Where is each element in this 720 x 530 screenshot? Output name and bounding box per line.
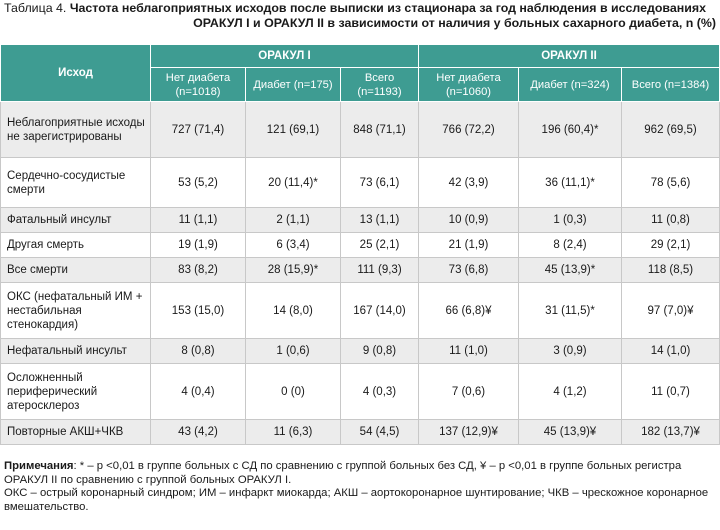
table-cell: 182 (13,7)¥ [622, 420, 720, 445]
caption-line1: Частота неблагоприятных исходов после выписки из стационара за год наблюдения в исследованиях [69, 1, 707, 15]
table-cell: 66 (6,8)¥ [419, 283, 519, 339]
table-cell: 43 (4,2) [151, 420, 246, 445]
table-cell: 4 (0,3) [341, 364, 419, 420]
table-row [1, 158, 720, 208]
row-label: ОКС (нефатальный ИМ + нестабильная стенокардия) [1, 283, 151, 339]
notes-label: Примечания [4, 460, 74, 472]
table-cell: 29 (2,1) [622, 233, 720, 258]
caption-label: Таблица 4. [4, 1, 67, 15]
table-header [1, 45, 720, 102]
table-body [1, 102, 720, 445]
table-cell: 53 (5,2) [151, 158, 246, 208]
subheader: Диабет (n=175) [246, 68, 341, 102]
table-cell: 73 (6,8) [419, 258, 519, 283]
table-cell: 31 (11,5)* [519, 283, 622, 339]
caption-line2: ОРАКУЛ I и ОРАКУЛ II в зависимости от наличия у больных сахарного диабета, n (%) [193, 16, 716, 30]
table-cell: 4 (0,4) [151, 364, 246, 420]
table-cell: 11 (0,7) [622, 364, 720, 420]
table-cell: 2 (1,1) [246, 208, 341, 233]
table-cell: 25 (2,1) [341, 233, 419, 258]
table-notes [4, 460, 716, 514]
row-label: Сердечно-сосудистые смерти [1, 158, 151, 208]
subheader: Всего (n=1193) [341, 68, 419, 102]
table-cell: 137 (12,9)¥ [419, 420, 519, 445]
table-cell: 14 (1,0) [622, 339, 720, 364]
table-row [1, 339, 720, 364]
table-cell: 19 (1,9) [151, 233, 246, 258]
table-cell: 78 (5,6) [622, 158, 720, 208]
table-cell: 45 (13,9)¥ [519, 420, 622, 445]
table-cell: 196 (60,4)* [519, 102, 622, 158]
table-cell: 1 (0,3) [519, 208, 622, 233]
table-row [1, 102, 720, 158]
table-cell: 167 (14,0) [341, 283, 419, 339]
row-label: Фатальный инсульт [1, 208, 151, 233]
table-cell: 4 (1,2) [519, 364, 622, 420]
table-cell: 848 (71,1) [341, 102, 419, 158]
row-label: Неблагоприятные исходы не зарегистрированы [1, 102, 151, 158]
table-cell: 11 (1,1) [151, 208, 246, 233]
table-cell: 7 (0,6) [419, 364, 519, 420]
subheader: Диабет (n=324) [519, 68, 622, 102]
table-row [1, 258, 720, 283]
table-cell: 73 (6,1) [341, 158, 419, 208]
table-cell: 3 (0,9) [519, 339, 622, 364]
table-cell: 8 (0,8) [151, 339, 246, 364]
subheader: Нет диабета (n=1060) [419, 68, 519, 102]
row-label: Другая смерть [1, 233, 151, 258]
table-cell: 727 (71,4) [151, 102, 246, 158]
table-cell: 54 (4,5) [341, 420, 419, 445]
table-cell: 6 (3,4) [246, 233, 341, 258]
table-cell: 45 (13,9)* [519, 258, 622, 283]
group-header-oracul-2: ОРАКУЛ II [419, 45, 720, 68]
subheader: Нет диабета (n=1018) [151, 68, 246, 102]
table-cell: 20 (11,4)* [246, 158, 341, 208]
table-cell: 36 (11,1)* [519, 158, 622, 208]
table-row [1, 233, 720, 258]
table-cell: 97 (7,0)¥ [622, 283, 720, 339]
outcomes-table [0, 44, 720, 445]
table-cell: 118 (8,5) [622, 258, 720, 283]
table-cell: 962 (69,5) [622, 102, 720, 158]
table-cell: 153 (15,0) [151, 283, 246, 339]
row-label: Осложненный периферический атеросклероз [1, 364, 151, 420]
table-row [1, 208, 720, 233]
table-cell: 121 (69,1) [246, 102, 341, 158]
table-cell: 9 (0,8) [341, 339, 419, 364]
table-cell: 1 (0,6) [246, 339, 341, 364]
table-cell: 14 (8,0) [246, 283, 341, 339]
table-row [1, 420, 720, 445]
table-cell: 11 (0,8) [622, 208, 720, 233]
table-cell: 10 (0,9) [419, 208, 519, 233]
row-label: Все смерти [1, 258, 151, 283]
table-cell: 83 (8,2) [151, 258, 246, 283]
table-row [1, 283, 720, 339]
row-label: Повторные АКШ+ЧКВ [1, 420, 151, 445]
table-cell: 111 (9,3) [341, 258, 419, 283]
table-cell: 28 (15,9)* [246, 258, 341, 283]
notes-abbreviations: ОКС – острый коронарный синдром; ИМ – инфаркт миокарда; АКШ – аортокоронарное шунтирование; ЧКВ – чрескожное коронарное вмешательство. [4, 487, 709, 513]
table-cell: 8 (2,4) [519, 233, 622, 258]
row-label: Нефатальный инсульт [1, 339, 151, 364]
table-cell: 13 (1,1) [341, 208, 419, 233]
table-caption [4, 1, 716, 31]
table-cell: 21 (1,9) [419, 233, 519, 258]
group-header-oracul-1: ОРАКУЛ I [151, 45, 419, 68]
table-cell: 11 (6,3) [246, 420, 341, 445]
table-cell: 42 (3,9) [419, 158, 519, 208]
table-cell: 766 (72,2) [419, 102, 519, 158]
notes-significance: : * – p <0,01 в группе больных с СД по сравнению с группой больных без СД, ¥ – p <0,01 в группе больных регистра ОРАКУЛ II по сравнению с группой больных ОРАКУЛ I. [4, 460, 682, 486]
table-cell: 11 (1,0) [419, 339, 519, 364]
table-cell: 0 (0) [246, 364, 341, 420]
table-row [1, 364, 720, 420]
outcome-header: Исход [1, 45, 151, 102]
subheader: Всего (n=1384) [622, 68, 720, 102]
